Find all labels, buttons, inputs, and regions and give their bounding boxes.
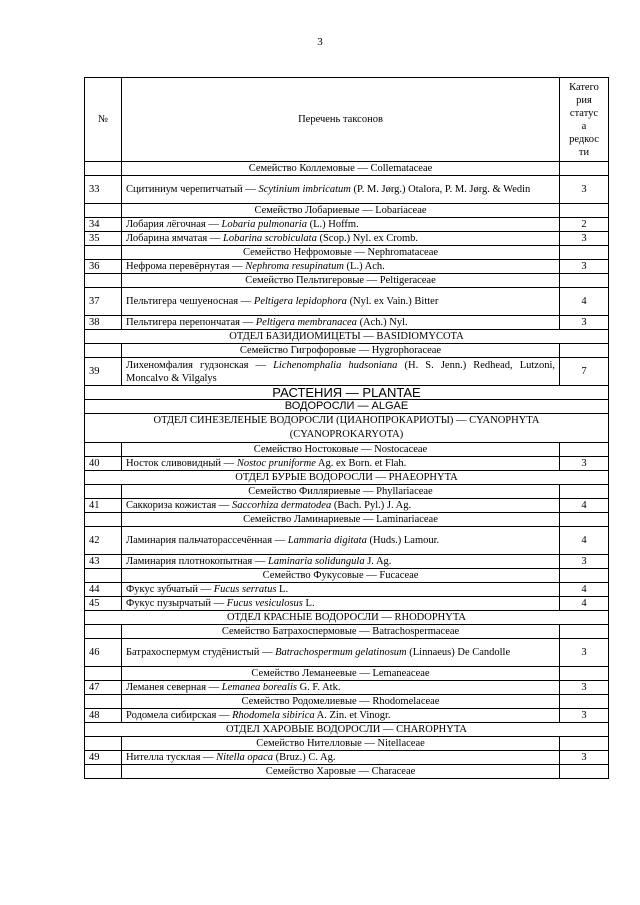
taxon-latin-name: Lammaria digitata [287,535,367,546]
taxon-latin-name: Lemanea borealis [221,682,297,693]
family-heading: Семейство Ностоковые — Nostocaceae [122,443,560,457]
taxon-name [122,176,560,204]
taxon-russian-name: Родомела сибирская — [126,710,233,721]
family-row [85,737,609,751]
header-category-line: а [581,120,587,132]
taxon-name [122,499,560,513]
family-cat-blank [560,695,609,709]
family-heading: Семейство Гигрофоровые — Hygrophoraceae [122,344,560,358]
division-heading: ОТДЕЛ КРАСНЫЕ ВОДОРОСЛИ — RHODOPHYTA [85,611,609,625]
taxon-authority: (Linnaeus) De Candolle [406,647,511,658]
rarity-category: 3 [560,751,609,765]
family-heading: Семейство Лобариевые — Lobariaceae [122,204,560,218]
family-row [85,204,609,218]
header-category-line: статус [569,107,599,119]
family-row [85,443,609,457]
taxon-latin-name: Fucus vesiculosus [226,598,303,609]
taxon-authority: J. Ag. [364,556,392,567]
family-row [85,667,609,681]
table-body [85,162,609,779]
taxon-latin-name: Rhodomela sibirica [232,710,315,721]
family-num-blank [85,667,122,681]
taxon-name [122,288,560,316]
rarity-category: 2 [560,218,609,232]
rarity-category: 3 [560,232,609,246]
taxon-row [85,555,609,569]
header-category-line: редкос [569,133,599,145]
family-cat-blank [560,485,609,499]
rarity-category: 3 [560,176,609,204]
taxon-authority: G. F. Atk. [296,682,341,693]
taxon-row [85,709,609,723]
rarity-category: 3 [560,457,609,471]
taxon-number: 43 [85,555,122,569]
taxon-number: 35 [85,232,122,246]
taxon-authority: (Huds.) Lamour. [366,535,440,546]
family-num-blank [85,204,122,218]
taxon-number: 42 [85,527,122,555]
division-heading-line: ОТДЕЛ СИНЕЗЕЛЕНЫЕ ВОДОРОСЛИ (ЦИАНОПРОКАРИОТЫ) — CYANOPHYTA [153,415,540,426]
header-taxa-list: Перечень таксонов [122,78,560,162]
family-heading: Семейство Нефромовые — Nephromataceae [122,246,560,260]
taxon-row [85,457,609,471]
family-num-blank [85,569,122,583]
taxon-russian-name: Пельтигера чешуеносная — [126,296,254,307]
taxon-latin-name: Nostoc pruniforme [236,458,316,469]
taxon-russian-name: Сцитиниум черепитчатый — [126,184,259,195]
taxon-authority: (Bach. Pyl.) J. Ag. [331,500,412,511]
family-cat-blank [560,443,609,457]
taxon-row [85,218,609,232]
family-cat-blank [560,344,609,358]
family-heading: Семейство Пельтигеровые — Peltigeraceae [122,274,560,288]
rarity-category: 3 [560,316,609,330]
rarity-category: 3 [560,681,609,695]
rarity-category: 4 [560,597,609,611]
taxon-russian-name: Леманея северная — [126,682,222,693]
family-num-blank [85,485,122,499]
family-cat-blank [560,765,609,779]
taxon-authority: Ag. ex Born. et Flah. [315,458,407,469]
taxon-name [122,316,560,330]
rarity-category: 3 [560,639,609,667]
taxon-row [85,358,609,386]
taxon-row [85,288,609,316]
taxon-authority: L. [276,584,289,595]
page-number: 3 [317,36,323,48]
taxa-table [84,77,609,779]
taxon-latin-name: Laminaria solidungula [268,556,365,567]
family-row [85,274,609,288]
family-heading: Семейство Харовые — Characeae [122,765,560,779]
rarity-category: 4 [560,527,609,555]
taxon-latin-name: Lobaria pulmonaria [221,219,307,230]
family-row [85,569,609,583]
family-heading: Семейство Коллемовые — Collemataceae [122,162,560,176]
rarity-category: 3 [560,555,609,569]
kingdom-row [85,386,609,400]
family-cat-blank [560,569,609,583]
taxon-russian-name: Нефрома перевёрнутая — [126,261,246,272]
taxon-row [85,597,609,611]
taxon-row [85,499,609,513]
taxon-authority: (L.) Hoffm. [306,219,359,230]
taxon-latin-name: Peltigera membranacea [255,317,357,328]
division-heading: ОТДЕЛ БАЗИДИОМИЦЕТЫ — BASIDIOMYCOTA [85,330,609,344]
family-num-blank [85,246,122,260]
taxon-name [122,358,560,386]
taxon-number: 45 [85,597,122,611]
family-num-blank [85,344,122,358]
family-row [85,485,609,499]
family-num-blank [85,695,122,709]
taxon-name [122,583,560,597]
taxon-name [122,709,560,723]
taxon-russian-name: Фукус пузырчатый — [126,598,227,609]
family-heading: Семейство Леманеевые — Lemaneaceae [122,667,560,681]
family-cat-blank [560,667,609,681]
rarity-category: 4 [560,499,609,513]
taxon-latin-name: Nephroma resupinatum [245,261,344,272]
taxon-number: 38 [85,316,122,330]
taxon-russian-name: Носток сливовидный — [126,458,237,469]
taxon-russian-name: Лобария лёгочная — [126,219,222,230]
taxon-number: 37 [85,288,122,316]
taxon-number: 46 [85,639,122,667]
taxon-row [85,639,609,667]
division-row [85,723,609,737]
header-category-line: ти [578,146,590,158]
family-row [85,246,609,260]
family-heading: Семейство Нителловые — Nitellaceae [122,737,560,751]
family-num-blank [85,274,122,288]
taxon-number: 34 [85,218,122,232]
division-heading-line: (CYANOPROKARYOTA) [289,429,404,440]
family-num-blank [85,162,122,176]
taxon-russian-name: Ламинария плотнокопытная — [126,556,269,567]
taxon-name [122,527,560,555]
taxon-authority: (Scop.) Nyl. ex Cromb. [316,233,419,244]
taxon-row [85,232,609,246]
taxon-latin-name: Peltigera lepidophora [253,296,347,307]
taxon-latin-name: Saccorhiza dermatodea [231,500,332,511]
taxon-row [85,583,609,597]
taxon-name [122,457,560,471]
taxon-number: 39 [85,358,122,386]
taxon-latin-name: Lobarina scrobiculata [223,233,317,244]
division-row [85,414,609,443]
family-heading: Семейство Фукусовые — Fucaceae [122,569,560,583]
taxon-row [85,316,609,330]
taxon-latin-name: Nitella opaca [216,752,274,763]
taxon-number: 40 [85,457,122,471]
division-row [85,611,609,625]
rarity-category: 4 [560,288,609,316]
group-row [85,400,609,414]
family-row [85,695,609,709]
family-cat-blank [560,246,609,260]
taxon-russian-name: Ламинария пальчаторассечённая — [126,535,288,546]
family-cat-blank [560,204,609,218]
taxon-number: 47 [85,681,122,695]
taxon-authority: (Nyl. ex Vain.) Bitter [346,296,439,307]
taxon-authority: A. Zin. et Vinogr. [314,710,391,721]
family-num-blank [85,443,122,457]
division-heading: ОТДЕЛ ХАРОВЫЕ ВОДОРОСЛИ — CHAROPHYTA [85,723,609,737]
header-category-line: Катего [569,81,599,93]
family-cat-blank [560,162,609,176]
taxon-row [85,527,609,555]
taxon-russian-name: Саккориза кожистая — [126,500,232,511]
taxon-row [85,260,609,274]
taxon-row [85,681,609,695]
taxon-name [122,260,560,274]
taxon-number: 44 [85,583,122,597]
rarity-category: 4 [560,583,609,597]
taxon-row [85,176,609,204]
family-heading: Семейство Филляриевые — Phyllariaceae [122,485,560,499]
family-cat-blank [560,625,609,639]
family-heading: Семейство Ламинариевые — Laminariaceae [122,513,560,527]
taxon-authority: (P. M. Jørg.) Otalora, P. M. Jørg. & Wedin [350,184,531,195]
taxon-number: 36 [85,260,122,274]
family-row [85,765,609,779]
taxon-authority: (H. S. Jenn.) Redhead, Lutzoni, Moncalvo & Vilgalys [126,359,555,384]
taxon-latin-name: Fucus serratus [213,584,277,595]
taxon-name [122,555,560,569]
table-header-row [85,78,609,162]
family-num-blank [85,513,122,527]
taxon-number: 48 [85,709,122,723]
group-heading: ВОДОРОСЛИ — ALGAE [85,400,609,414]
header-num: № [85,78,122,162]
taxon-latin-name: Lichenomphalia hudsoniana [273,359,398,371]
taxon-number: 49 [85,751,122,765]
family-cat-blank [560,513,609,527]
family-heading: Семейство Родомелиевые — Rhodomelaceae [122,695,560,709]
rarity-category: 7 [560,358,609,386]
family-row [85,625,609,639]
family-cat-blank [560,274,609,288]
family-num-blank [85,625,122,639]
taxon-russian-name: Фукус зубчатый — [126,584,214,595]
taxon-latin-name: Scytinium imbricatum [258,184,351,195]
header-category-line: рия [576,94,592,106]
taxon-russian-name: Лихеномфалия гудзонская — [126,359,274,371]
family-row [85,344,609,358]
family-cat-blank [560,737,609,751]
taxon-russian-name: Лобарина ямчатая — [126,233,223,244]
family-row [85,513,609,527]
rarity-category: 3 [560,709,609,723]
taxon-russian-name: Батрахоспермум студёнистый — [126,647,276,658]
family-num-blank [85,765,122,779]
family-num-blank [85,737,122,751]
taxon-name [122,751,560,765]
taxon-name [122,597,560,611]
taxon-russian-name: Нителла тусклая — [126,752,217,763]
family-heading: Семейство Батрахоспермовые — Batrachospermaceae [122,625,560,639]
division-row [85,330,609,344]
taxon-number: 41 [85,499,122,513]
division-heading [85,414,609,443]
taxon-authority: L. [302,598,315,609]
taxon-name [122,639,560,667]
taxon-latin-name: Batrachospermum gelatinosum [275,647,407,658]
taxon-authority: (Ach.) Nyl. [356,317,408,328]
taxon-name [122,681,560,695]
taxon-row [85,751,609,765]
division-row [85,471,609,485]
taxon-authority: (Bruz.) C. Ag. [273,752,336,763]
taxon-russian-name: Пельтигера перепончатая — [126,317,256,328]
rarity-category: 3 [560,260,609,274]
kingdom-heading: РАСТЕНИЯ — PLANTAE [85,386,609,400]
header-category [560,78,609,162]
taxon-number: 33 [85,176,122,204]
family-row [85,162,609,176]
division-heading: ОТДЕЛ БУРЫЕ ВОДОРОСЛИ — PHAEOPHYTA [85,471,609,485]
taxon-name [122,232,560,246]
taxon-name [122,218,560,232]
taxon-authority: (L.) Ach. [343,261,385,272]
